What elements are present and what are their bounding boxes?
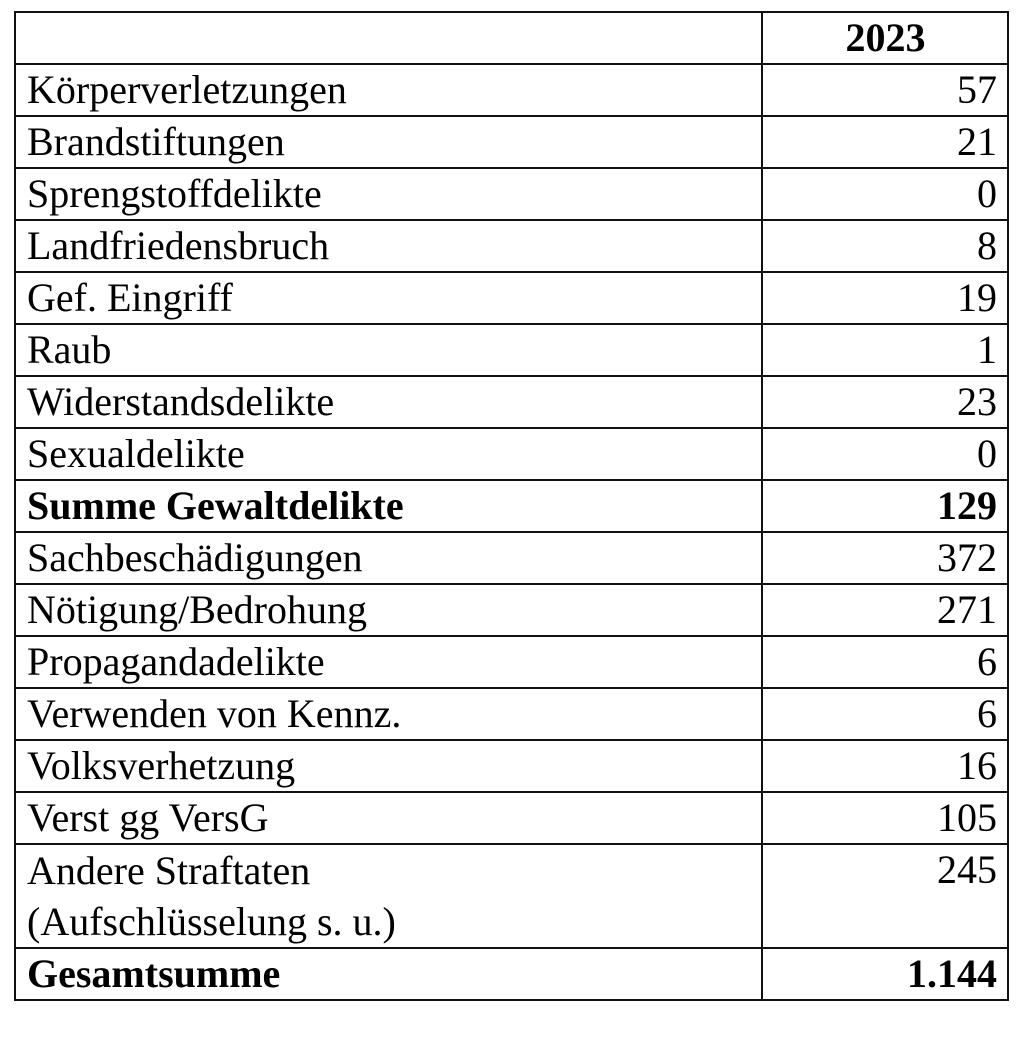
row-value: 245 xyxy=(762,844,1008,948)
subtotal-row xyxy=(15,480,1008,532)
row-label: Gef. Eingriff xyxy=(15,272,762,324)
row-label: Sprengstoffdelikte xyxy=(15,168,762,220)
table-row xyxy=(15,272,1008,324)
row-label: Sexualdelikte xyxy=(15,428,762,480)
row-value: 0 xyxy=(762,168,1008,220)
table-row xyxy=(15,532,1008,584)
header-year-cell: 2023 xyxy=(762,12,1008,64)
table-row xyxy=(15,116,1008,168)
row-label: Brandstiftungen xyxy=(15,116,762,168)
row-label: Verwenden von Kennz. xyxy=(15,688,762,740)
row-value: 6 xyxy=(762,636,1008,688)
header-label-cell xyxy=(15,12,762,64)
row-label: Volksverhetzung xyxy=(15,740,762,792)
row-label: Nötigung/Bedrohung xyxy=(15,584,762,636)
subtotal-label: Summe Gewaltdelikte xyxy=(15,480,762,532)
row-value: 0 xyxy=(762,428,1008,480)
table-row xyxy=(15,792,1008,844)
row-value: 23 xyxy=(762,376,1008,428)
table-row xyxy=(15,324,1008,376)
row-value: 372 xyxy=(762,532,1008,584)
row-value: 19 xyxy=(762,272,1008,324)
row-label-line1: Andere Straftaten xyxy=(27,848,311,893)
subtotal-value: 129 xyxy=(762,480,1008,532)
row-label-line2: (Aufschlüsselung s. u.) xyxy=(27,899,396,944)
table-row xyxy=(15,168,1008,220)
row-value: 1 xyxy=(762,324,1008,376)
offense-statistics-table xyxy=(14,11,1009,1001)
table-row xyxy=(15,376,1008,428)
total-label: Gesamtsumme xyxy=(15,948,762,1000)
row-label: Widerstandsdelikte xyxy=(15,376,762,428)
table-row xyxy=(15,220,1008,272)
row-label-multiline xyxy=(15,844,762,948)
row-value: 271 xyxy=(762,584,1008,636)
row-label: Raub xyxy=(15,324,762,376)
table-row xyxy=(15,740,1008,792)
row-value: 105 xyxy=(762,792,1008,844)
table-row xyxy=(15,64,1008,116)
table-row xyxy=(15,688,1008,740)
row-label: Körperverletzungen xyxy=(15,64,762,116)
table-header-row xyxy=(15,12,1008,64)
table-row xyxy=(15,844,1008,948)
total-row xyxy=(15,948,1008,1000)
row-value: 6 xyxy=(762,688,1008,740)
row-value: 57 xyxy=(762,64,1008,116)
row-value: 21 xyxy=(762,116,1008,168)
row-label: Sachbeschädigungen xyxy=(15,532,762,584)
row-value: 8 xyxy=(762,220,1008,272)
table-row xyxy=(15,428,1008,480)
table-row xyxy=(15,636,1008,688)
row-value: 16 xyxy=(762,740,1008,792)
table-row xyxy=(15,584,1008,636)
row-label: Verst gg VersG xyxy=(15,792,762,844)
row-label: Landfriedensbruch xyxy=(15,220,762,272)
row-label: Propagandadelikte xyxy=(15,636,762,688)
total-value: 1.144 xyxy=(762,948,1008,1000)
